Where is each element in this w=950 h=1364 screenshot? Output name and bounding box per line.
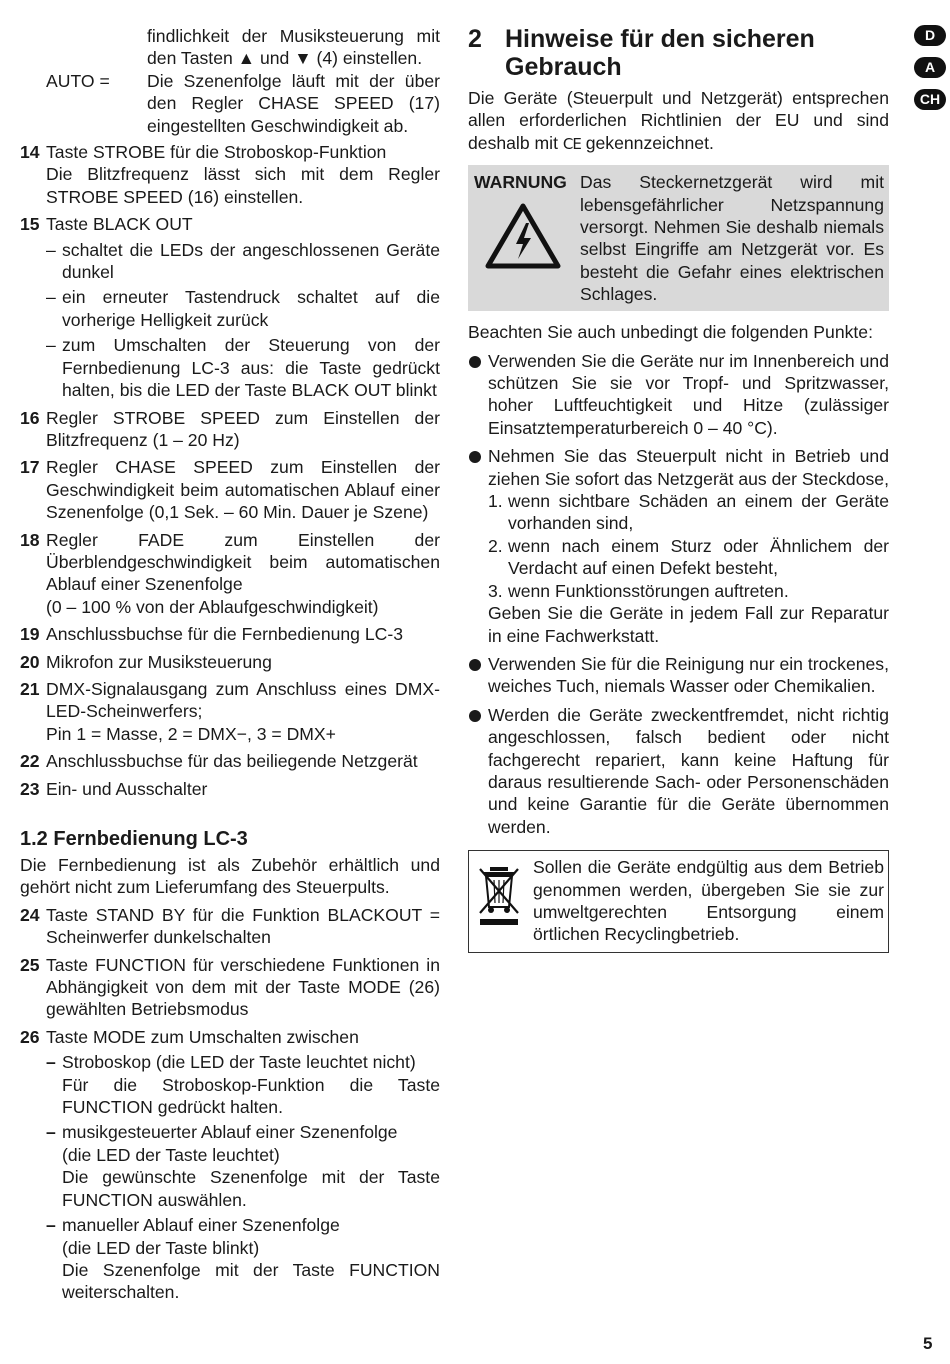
page-number: 5 [923,1334,933,1353]
item-17-text: Regler CHASE SPEED zum Einstellen der Geschwindigkeit beim automatischen Ablauf einer Szenenfolge (0,1 Sek. – 60 Min. Dauer je Szene) [46,457,440,523]
item-number: 19 [20,624,40,645]
bullet-note: Geben Sie die Geräte in jedem Fall zur Reparatur in eine Fachwerkstatt. [488,603,889,646]
item-number: 18 [20,529,40,550]
section-2-heading [468,25,889,81]
disposal-box [468,850,889,953]
item-19-text: Anschlussbuchse für die Fernbedienung LC-3 [46,624,403,645]
list-number: 3. [488,580,503,601]
item-15 [20,213,440,401]
auto-label: AUTO = [46,70,110,91]
dash-detail: Die gewünschte Szenenfolge mit der Taste FUNCTION auswählen. [62,1167,440,1210]
item-24 [20,904,440,949]
bullet-text: Verwenden Sie die Geräte nur im Innenbereich und schützen Sie sie vor Tropf- und Spritzwasser, hoher Luftfeuchtigkeit und Hitze (zulässiger Einsatztemperaturbereich 0 – 40 °C). [488,350,889,438]
item-21 [20,678,440,745]
item-22 [20,750,440,772]
list-number: 2. [488,535,503,556]
item-number: 17 [20,457,40,478]
item-26-dash-2 [46,1121,440,1211]
intro-continuation: findlichkeit der Musiksteuerung mit den Tasten ▲ und ▼ (4) einstellen. [147,26,440,69]
item-20-text: Mikrofon zur Musiksteuerung [46,651,272,672]
warning-box [468,165,889,311]
bullet-text: Verwenden Sie für die Reinigung nur ein trockenes, weiches Tuch, niemals Wasser oder Chemikalien. [488,653,889,697]
numbered-item-1 [488,490,889,535]
item-26-title: Taste MODE zum Umschalten zwischen [46,1026,359,1047]
item-25 [20,954,440,1021]
language-tab-d[interactable]: D [914,25,946,46]
list-text: wenn sichtbare Schäden an einem der Geräte vorhanden sind, [508,491,889,534]
item-18 [20,529,440,619]
dash-text: – ein erneuter Tastendruck schaltet auf die vorherige Helligkeit zurück [62,287,440,330]
item-23-text: Ein- und Ausschalter [46,778,208,799]
item-15-dash-1 [46,239,440,284]
dash-detail: Für die Stroboskop-Funktion die Taste FUNCTION gedrückt halten. [62,1074,440,1118]
item-14-title: Taste STROBE für die Stroboskop-Funktion [46,142,387,163]
numbered-item-3 [488,580,889,602]
item-21-pins: Pin 1 = Masse, 2 = DMX−, 3 = DMX+ [46,723,336,744]
item-21-text: DMX-Signalausgang zum Anschluss eines DMX-LED-Scheinwerfers; [46,678,440,722]
bullet-text: Nehmen Sie das Steuerpult nicht in Betrieb und ziehen Sie sofort das Netzgerät aus der Steckdose, [488,446,889,489]
item-16 [20,407,440,452]
language-tab-a[interactable]: A [914,57,946,78]
item-20 [20,651,440,673]
item-14 [20,141,440,208]
item-14-text: Die Blitzfrequenz lässt sich mit dem Regler STROBE SPEED (16) einstellen. [46,164,440,207]
dash-text: – schaltet die LEDs der angeschlossenen Geräte dunkel [62,239,440,283]
section-1-2-intro: Die Fernbedienung ist als Zubehör erhältlich und gehört nicht zum Lieferumfang des Steuerpults. [20,855,440,898]
intro-text: Die Geräte (Steuerpult und Netzgerät) entsprechen allen erforderlichen Richtlinien der EU und sind deshalb mit [468,88,889,153]
intro-text-end: gekennzeichnet. [585,132,714,153]
item-number: 21 [20,678,40,699]
list-text: wenn nach einem Sturz oder Ähnlichem der Verdacht auf einen Defekt besteht, [508,535,889,579]
item-25-text: Taste FUNCTION für verschiedene Funktionen in Abhängigkeit von dem mit der Taste MODE (26) gewählten Betriebsmodus [46,954,440,1020]
item-number: 15 [20,214,40,235]
item-number: 16 [20,407,40,428]
item-26 [20,1026,440,1304]
item-15-title: Taste BLACK OUT [46,214,193,235]
section-2-intro [468,87,889,155]
item-number: 24 [20,904,40,925]
bullet-text: Werden die Geräte zweckentfremdet, nicht richtig angeschlossen, falsch bedient oder nicht fachgerecht repariert, kann keine Haftung für daraus resultierende Sach- oder Personenschäden und keine Garantie für die Geräte übernommen werden. [488,704,889,837]
item-18-text: Regler FADE zum Einstellen der Überblendgeschwindigkeit beim automatischen Ablauf einer Szenenfolge [46,529,440,595]
disposal-text: Sollen die Geräte endgültig aus dem Betrieb genommen werden, übergeben Sie sie zur umweltgerechten Entsorgung einem örtlichen Recyclingbetrieb. [533,857,884,945]
high-voltage-warning-icon [485,203,561,269]
dash-text: – manueller Ablauf einer Szenenfolge [62,1215,340,1236]
list-text: wenn Funktionsstörungen auftreten. [508,580,789,601]
right-column [468,25,889,953]
language-tab-ch[interactable]: CH [914,89,946,110]
item-22-text: Anschlussbuchse für das beiliegende Netzgerät [46,751,418,772]
dash-note: (die LED der Taste blinkt) [62,1237,260,1258]
item-24-text: Taste STAND BY für die Funktion BLACKOUT = Scheinwerfer dunkelschalten [46,904,440,948]
warning-label: WARNUNG [474,172,567,193]
item-15-dash-3 [46,334,440,401]
dash-detail: Die Szenenfolge mit der Taste FUNCTION weiterschalten. [62,1259,440,1303]
section-number: 2 [468,25,482,53]
bullet-1 [468,350,889,440]
warning-text: Das Steckernetzgerät wird mit lebensgefährlicher Netzspannung versorgt. Nehmen Sie deshalb niemals selbst Eingriffe am Netzgerät vor. Es besteht die Gefahr eines elektrischen Schlages. [580,172,884,305]
item-16-text: Regler STROBE SPEED zum Einstellen der Blitzfrequenz (1 – 20 Hz) [46,407,440,450]
item-number: 22 [20,751,40,772]
section-title: Hinweise für den sicheren Gebrauch [505,25,815,81]
points-intro: Beachten Sie auch unbedingt die folgenden Punkte: [468,322,873,343]
auto-entry [20,70,440,137]
section-1-2-heading: 1.2 Fernbedienung LC-3 [20,828,248,850]
dash-text: – zum Umschalten der Steuerung von der Fernbedienung LC-3 aus: die Taste gedrückt halten, bis die LED der Taste BLACK OUT blinkt [62,335,440,401]
item-17 [20,456,440,523]
dash-text: – Stroboskop (die LED der Taste leuchtet nicht) [62,1052,416,1073]
ce-mark: CE [562,134,581,153]
item-26-dash-3 [46,1214,440,1304]
weee-crossed-bin-icon [477,865,521,927]
bullet-3 [468,653,889,698]
item-number: 20 [20,651,40,672]
item-number: 14 [20,142,40,163]
dash-text: – musikgesteuerter Ablauf einer Szenenfolge [62,1122,398,1143]
auto-text: Die Szenenfolge läuft mit der über den Regler CHASE SPEED (17) eingestellten Geschwindigkeit ab. [147,70,440,136]
left-column [20,25,440,1304]
item-23 [20,778,440,800]
item-number: 23 [20,778,40,799]
item-number: 25 [20,954,40,975]
bullet-2 [468,445,889,647]
list-number: 1. [488,491,503,512]
bullet-4 [468,704,889,838]
language-tabs [914,25,946,121]
item-number: 26 [20,1026,40,1047]
numbered-item-2 [488,535,889,580]
item-26-dash-1 [46,1051,440,1118]
item-18-range: (0 – 100 % von der Ablaufgeschwindigkeit) [46,596,379,617]
item-19 [20,623,440,645]
item-15-dash-2 [46,286,440,331]
dash-note: (die LED der Taste leuchtet) [62,1144,280,1165]
